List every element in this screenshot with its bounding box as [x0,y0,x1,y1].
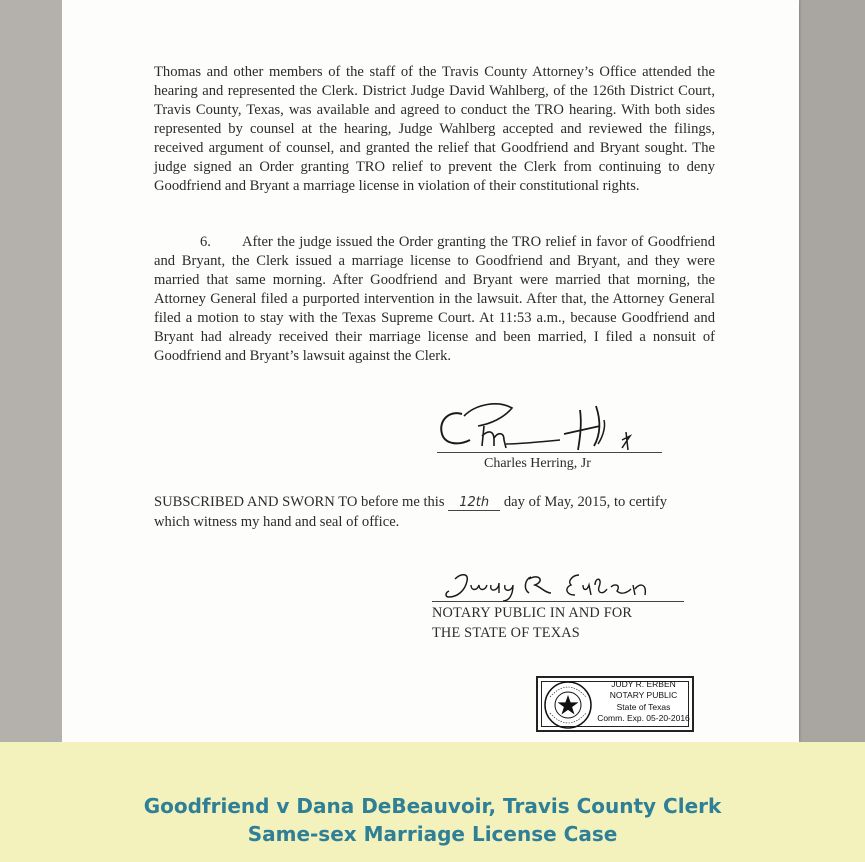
signature-line [437,452,662,453]
notary-caption [432,603,632,643]
caption-banner [0,742,865,862]
seal-state: State of Texas [616,701,671,712]
affiant-signature-block [432,396,672,476]
notary-caption-line-2: THE STATE OF TEXAS [432,625,580,641]
paragraph-number: 6. [200,234,211,250]
banner-subtitle: Same-sex Marriage License Case [247,822,618,846]
seal-title: NOTARY PUBLIC [609,690,678,701]
signer-name: Charles Herring, Jr [484,456,591,471]
notary-seal [536,676,694,732]
notary-signature [427,567,687,603]
seal-name: JUDY R. ERBEN [611,679,676,689]
jurat: SUBSCRIBED AND SWORN TO before me this 12th day of May, 2015, to certify which witness my hand and seal of office. [154,494,668,530]
notary-signature-line [432,601,684,602]
notary-caption-line-1: NOTARY PUBLIC IN AND FOR [432,605,633,621]
seal-expiration: Comm. Exp. 05-20-2016 [597,713,690,724]
document-page [62,0,799,742]
seal-star-emblem [541,679,595,731]
paragraph-6: 6. After the judge issued the Order granting the TRO relief in favor of Goodfriend and Bryant, the Clerk issued a marriage license to Goodfriend and Bryant, and they were married that same morning. After Goodfriend and Bryant were married that morning, the Attorney General filed a purported intervention in the lawsuit. After that, the Attorney General filed a motion to stay with the Texas Supreme Court. At 11:53 a.m., because Goodfriend and Bryant had already received their marriage license and been married, I filed a nonsuit of Goodfriend and Bryant’s lawsuit against the Clerk. [154,234,715,364]
affiant-signature [432,396,672,456]
paragraph-5-continued: Thomas and other members of the staff of the Travis County Attorney’s Office attended the hearing and represented the Clerk. District Judge David Wahlberg, of the 126th District Court, Travis County, Texas, was available and agreed to conduct the TRO hearing. With both sides represented by counsel at the hearing, Judge Wahlberg accepted and reviewed the filings, received argument of counsel, and granted the relief that Goodfriend and Bryant sought. The judge signed an Order granting TRO relief to prevent the Clerk from continuing to deny Goodfriend and Bryant a marriage license in violation of their constitutional rights. [154,64,715,194]
seal-text-block [596,679,691,725]
banner-title: Goodfriend v Dana DeBeauvoir, Travis County Clerk [143,794,722,818]
jurat-day: 12th [448,495,500,511]
